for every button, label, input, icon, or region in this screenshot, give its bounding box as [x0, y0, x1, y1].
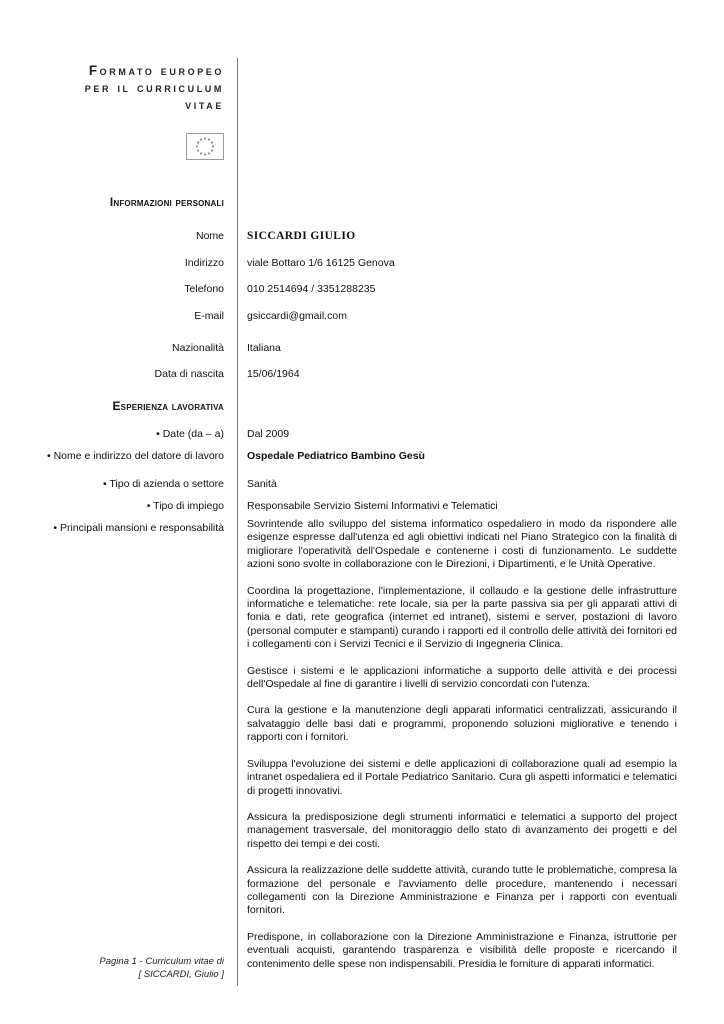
field-label: Telefono — [184, 283, 224, 295]
page-footer — [0, 956, 237, 981]
experience-row-mansioni — [0, 518, 724, 984]
field-value-employer: Ospedale Pediatrico Bambino Gesù — [247, 450, 425, 462]
field-value: Responsabile Servizio Sistemi Informativi e Telematici — [247, 500, 498, 512]
personal-row-email — [0, 306, 724, 324]
title-line-1: Formato europeo — [88, 63, 224, 78]
personal-row-telefono — [0, 279, 724, 297]
experience-row-settore — [0, 474, 724, 492]
field-label: • Date (da – a) — [156, 428, 224, 440]
personal-row-nascita — [0, 364, 724, 382]
field-label: • Tipo di impiego — [146, 500, 224, 512]
document-title — [0, 62, 224, 113]
experience-row-datore — [0, 446, 724, 464]
experience-row-impiego — [0, 496, 724, 514]
duty-paragraph: Gestisce i sistemi e le applicazioni informatiche a supporto delle attività e dei processi dell'Ospedale al fine di garantire i livelli di servizio concordati con l'utenza. — [247, 664, 677, 691]
field-value-email: gsiccardi@gmail.com — [247, 309, 347, 322]
duty-paragraph: Coordina la progettazione, l'implementazione, il collaudo e la gestione delle infrastrutture informatiche e telematiche: rete locale, sia per la parte passiva sia per gli apparati attivi di fonia e dati, rete geografica (internet ed intranet), sistemi e server, postazioni di lavoro (personal computer e stampanti) curando i rapporti ed il controllo delle attività dei fornitori ed i collegamenti con i Servizi Tecnici e il Servizio di Ingegneria Clinica. — [247, 584, 677, 651]
field-value: 15/06/1964 — [247, 368, 300, 380]
column-divider — [237, 58, 238, 986]
field-label: • Tipo di azienda o settore — [102, 478, 224, 490]
field-label: • Nome e indirizzo del datore di lavoro — [46, 450, 224, 462]
title-line-2: per il curriculum — [84, 80, 224, 95]
personal-row-nome — [0, 226, 724, 244]
field-label: • Principali mansioni e responsabilità — [53, 522, 224, 534]
field-label: Indirizzo — [184, 256, 224, 269]
duty-paragraph: Sviluppa l'evoluzione dei sistemi e delle applicazioni di collaborazione quali ad esempio la intranet ospedaliera ed il Portale Pediatrico Sanitario. Cura gli aspetti informatici e telematici di progetti innovativi. — [247, 757, 677, 797]
personal-info-heading: Informazioni personali — [109, 195, 224, 209]
field-label: Nazionalità — [172, 341, 224, 354]
field-label: Nome — [195, 230, 224, 242]
personal-row-indirizzo — [0, 253, 724, 271]
personal-row-nazionalita — [0, 338, 724, 356]
field-value: Italiana — [247, 341, 281, 354]
eu-flag-icon — [0, 133, 224, 160]
footer-line-1: Pagina 1 - Curriculum vitae di — [99, 956, 224, 967]
field-label: E-mail — [194, 309, 224, 322]
experience-heading: Esperienza lavorativa — [112, 399, 224, 413]
field-value-name: SICCARDI GIULIO — [247, 230, 356, 242]
header-row — [0, 62, 724, 160]
field-value: viale Bottaro 1/6 16125 Genova — [247, 256, 395, 269]
field-label: Data di nascita — [154, 368, 224, 380]
duty-paragraph: Assicura la realizzazione delle suddette attività, curando tutte le problematiche, compresa la formazione del personale e l'avviamento delle procedure, mantenendo i necessari collegamenti con la Direzione Amministrazione e Finanza per i rapporti con eventuali fornitori. — [247, 864, 677, 917]
field-value: 010 2514694 / 3351288235 — [247, 283, 376, 295]
title-line-3: vitae — [185, 97, 224, 112]
duty-paragraph: Assicura la predisposizione degli strumenti informatici e telematici a supporto del project management trasversale, del monitoraggio dello stato di avanzamento dei progetti e del rispetto dei tempi e dei costi. — [247, 810, 677, 850]
footer-line-2: [ SICCARDI, Giulio ] — [138, 968, 224, 980]
field-value: Dal 2009 — [247, 428, 290, 440]
personal-info-section — [0, 193, 724, 211]
duty-paragraph: Sovrintende allo sviluppo del sistema informatico ospedaliero in modo da rispondere alle esigenze espresse dall'utenza ed agli obiettivi indicati nel Piano Strategico con la finalità di migliorare l'operatività dell'Ospedale e contenerne i costi di funzionamento. Le suddette azioni sono svolte in collaborazione con le Direzioni, i Dipartimenti, e le Unità Operative. — [247, 518, 677, 571]
duties-text — [237, 518, 724, 984]
experience-row-date — [0, 424, 724, 442]
experience-section — [0, 397, 724, 415]
field-value: Sanità — [247, 478, 277, 490]
duty-paragraph: Predispone, in collaborazione con la Direzione Amministrazione e Finanza, istruttorie per eventuali acquisti, garantendo trasparenza e visibilità delle proposte e ricercando il contenimento delle spese non indispensabili. Presidia le forniture di apparati informatici. — [247, 930, 677, 970]
duty-paragraph: Cura la gestione e la manutenzione degli apparati informatici centralizzati, assicurando il salvataggio delle basi dati e programmi, proponendo soluzioni migliorative e tenendo i rapporti con i fornitori. — [247, 704, 677, 744]
